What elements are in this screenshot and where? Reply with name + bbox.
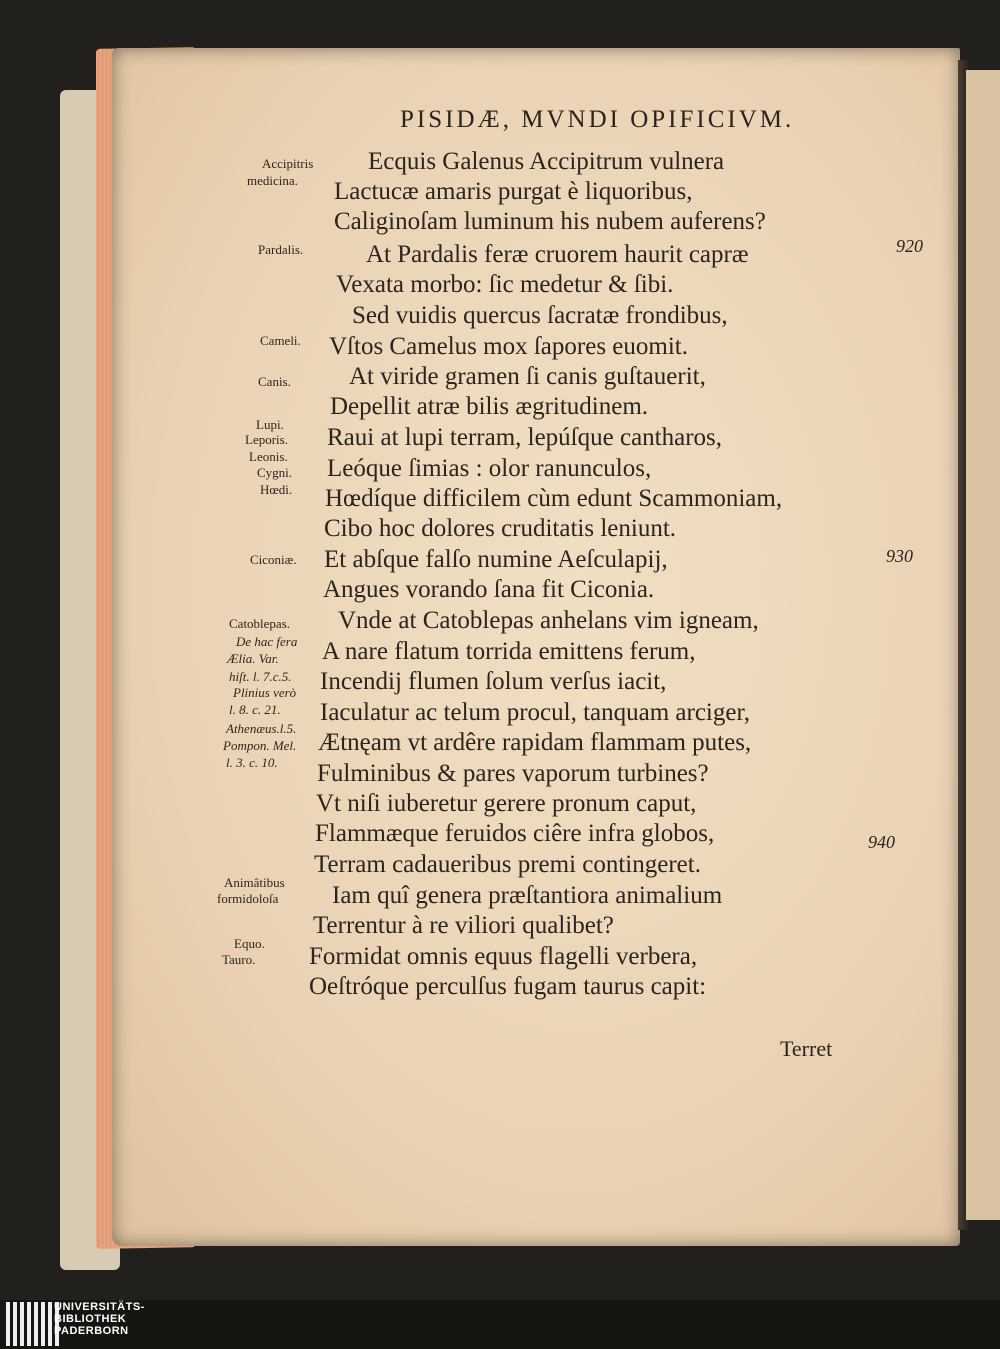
verse-line: At viride gramen ſi canis guſtauerit, [349,363,706,390]
verse-line: Oeſtróque perculſus fugam taurus capit: [309,973,707,1000]
verse-line: Incendij flumen ſolum verſus iacit, [320,668,667,695]
library-logo-bars [6,1302,59,1346]
verse-line: Angues vorando ſana fit Ciconia. [323,576,655,603]
line-number: 930 [886,546,913,566]
verse-line: Hœdíque difficilem cùm edunt Scammoniam, [325,485,783,512]
verse-line: Lactucæ amaris purgat è liquoribus, [334,178,693,205]
margin-note: Canis. [258,374,291,389]
verse-line: Raui at lupi terram, lepúſque cantharos, [327,424,723,451]
margin-note: Leonis. [249,449,288,464]
verse-line: Fulminibus & pares vaporum turbines? [317,760,709,787]
margin-note: Lupi. [256,417,284,432]
verse-line: Vexata morbo: ſic medetur & ſibi. [336,271,674,298]
margin-note: Accipitris [262,156,314,171]
margin-note: formidoloſa [217,891,279,906]
margin-note: Cygni. [257,465,293,480]
verse-line: Et abſque falſo numine Aeſculapij, [324,546,668,573]
verse-line: Cibo hoc dolores cruditatis leniunt. [324,515,677,542]
margin-note: Tauro. [222,952,256,967]
verse-line: Terram cadaueribus premi contingeret. [314,851,701,878]
logo-line: PADERBORN [54,1325,129,1337]
catchword: Terret [780,1036,833,1061]
margin-note: Hœdi. [260,482,293,497]
line-number: 920 [896,236,923,256]
verse-line: Formidat omnis equus flagelli verbera, [309,943,698,970]
margin-note: Catoblepas. [229,616,291,631]
margin-note: Pardalis. [258,242,304,257]
verse-line: Iam quî genera præſtantiora animalium [332,882,723,909]
running-title: PISIDÆ, MVNDI OPIFICIVM. [400,106,795,133]
verse-line: Sed vuidis quercus ſacratæ frondibus, [352,302,728,329]
margin-note: Leporis. [245,432,288,447]
verse-line: Leóque ſimias : olor ranunculos, [327,455,652,482]
verse-line: At Pardalis feræ cruorem haurit capræ [366,241,749,268]
margin-note: De hac fera [236,634,298,649]
verse-line: Ætnęam vt ardêre rapidam flammam putes, [318,729,752,756]
margin-note: Pompon. Mel. [223,738,297,753]
library-logo-text [54,1301,145,1337]
footer-bar [0,1300,1000,1349]
verse-line: Vſtos Camelus mox ſapores euomit. [329,333,688,360]
verse-line: Iaculatur ac telum procul, tanquam arciger, [320,699,751,726]
line-number: 940 [868,832,895,852]
logo-line: UNIVERSITÄTS- [54,1301,145,1313]
verse-line: Vt niſi iuberetur gerere pronum caput, [316,790,697,817]
logo-line: BIBLIOTHEK [54,1313,127,1325]
margin-note: Equo. [234,936,265,951]
verse-line: Depellit atræ bilis ægritudinem. [330,393,649,420]
margin-note: Ælia. Var. [227,651,279,666]
margin-note: Animâtibus [224,875,285,890]
margin-note: Ciconiæ. [250,552,297,567]
margin-note: hiſt. l. 7.c.5. [229,669,292,684]
margin-note: Athenæus.l.5. [226,721,297,736]
verse-line: A nare flatum torrida emittens ferum, [322,638,696,665]
facing-page-strip [966,70,1000,1220]
verse-line: Terrentur à re viliori qualibet? [313,912,614,939]
margin-note: Plinius verò [233,685,297,700]
verse-line: Vnde at Catoblepas anhelans vim igneam, [338,607,759,634]
margin-note: l. 3. c. 10. [226,755,278,770]
verse-line: Flammæque feruidos ciêre infra globos, [315,820,715,847]
margin-note: Cameli. [260,333,301,348]
verse-line: Caliginoſam luminum his nubem auferens? [334,208,766,235]
margin-note: l. 8. c. 21. [229,702,281,717]
verse-line: Ecquis Galenus Accipitrum vulnera [368,148,725,175]
margin-note: medicina. [247,173,298,188]
